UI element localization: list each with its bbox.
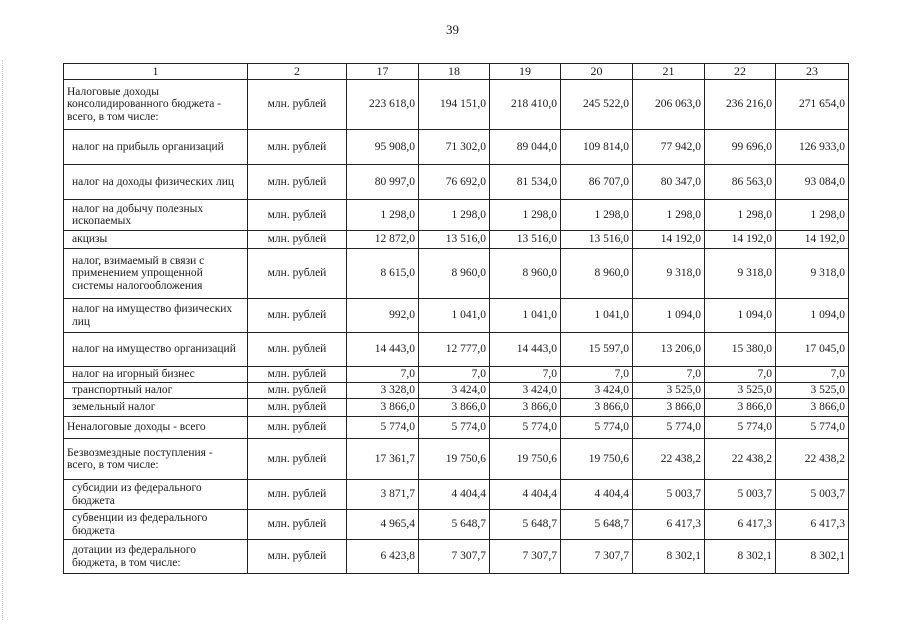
value-cell: 218 410,0	[490, 80, 561, 130]
value-cell: 4 404,4	[490, 480, 561, 510]
value-cell: 992,0	[347, 299, 419, 333]
row-label: налог на имущество физических лиц	[64, 299, 248, 333]
value-cell: 1 094,0	[705, 299, 776, 333]
value-cell: 5 774,0	[419, 417, 490, 439]
value-cell: 1 094,0	[633, 299, 705, 333]
value-cell: 86 707,0	[561, 165, 633, 200]
header-cell: 19	[490, 64, 561, 80]
value-cell: 5 774,0	[347, 417, 419, 439]
row-label: налог на игорный бизнес	[64, 367, 248, 383]
value-cell: 80 347,0	[633, 165, 705, 200]
header-cell: 23	[776, 64, 849, 80]
value-cell: 19 750,6	[561, 439, 633, 480]
value-cell: 3 871,7	[347, 480, 419, 510]
unit-cell: млн. рублей	[248, 439, 347, 480]
value-cell: 19 750,6	[490, 439, 561, 480]
value-cell: 1 298,0	[633, 200, 705, 231]
value-cell: 13 206,0	[633, 333, 705, 367]
value-cell: 1 041,0	[419, 299, 490, 333]
unit-cell: млн. рублей	[248, 249, 347, 299]
value-cell: 14 443,0	[347, 333, 419, 367]
table-row	[64, 383, 849, 399]
row-label: налог, взимаемый в связи с применением упрощенной системы налогообложения	[64, 249, 248, 299]
value-cell: 6 417,3	[776, 510, 849, 540]
value-cell: 15 380,0	[705, 333, 776, 367]
value-cell: 1 041,0	[490, 299, 561, 333]
row-label: Налоговые доходы консолидированного бюджета - всего, в том числе:	[64, 80, 248, 130]
value-cell: 4 965,4	[347, 510, 419, 540]
value-cell: 3 424,0	[419, 383, 490, 399]
value-cell: 1 298,0	[705, 200, 776, 231]
value-cell: 13 516,0	[561, 231, 633, 249]
table-row	[64, 417, 849, 439]
unit-cell: млн. рублей	[248, 399, 347, 417]
value-cell: 271 654,0	[776, 80, 849, 130]
page-number: 39	[446, 22, 459, 37]
value-cell: 5 648,7	[490, 510, 561, 540]
value-cell: 236 216,0	[705, 80, 776, 130]
value-cell: 22 438,2	[705, 439, 776, 480]
table-row	[64, 399, 849, 417]
header-cell: 17	[347, 64, 419, 80]
table-row	[64, 130, 849, 165]
value-cell: 3 424,0	[561, 383, 633, 399]
value-cell: 3 866,0	[419, 399, 490, 417]
value-cell: 126 933,0	[776, 130, 849, 165]
value-cell: 12 872,0	[347, 231, 419, 249]
value-cell: 3 525,0	[705, 383, 776, 399]
value-cell: 3 525,0	[776, 383, 849, 399]
table-row	[64, 231, 849, 249]
value-cell: 9 318,0	[705, 249, 776, 299]
value-cell: 7,0	[633, 367, 705, 383]
value-cell: 13 516,0	[419, 231, 490, 249]
unit-cell: млн. рублей	[248, 333, 347, 367]
value-cell: 8 960,0	[490, 249, 561, 299]
value-cell: 3 525,0	[633, 383, 705, 399]
table-row	[64, 165, 849, 200]
row-label: акцизы	[64, 231, 248, 249]
value-cell: 13 516,0	[490, 231, 561, 249]
header-cell: 18	[419, 64, 490, 80]
value-cell: 5 003,7	[705, 480, 776, 510]
value-cell: 5 774,0	[776, 417, 849, 439]
value-cell: 95 908,0	[347, 130, 419, 165]
value-cell: 80 997,0	[347, 165, 419, 200]
value-cell: 99 696,0	[705, 130, 776, 165]
value-cell: 3 866,0	[561, 399, 633, 417]
value-cell: 7,0	[561, 367, 633, 383]
value-cell: 8 960,0	[561, 249, 633, 299]
header-cell: 22	[705, 64, 776, 80]
value-cell: 9 318,0	[633, 249, 705, 299]
value-cell: 14 443,0	[490, 333, 561, 367]
value-cell: 1 298,0	[347, 200, 419, 231]
unit-cell: млн. рублей	[248, 130, 347, 165]
value-cell: 3 328,0	[347, 383, 419, 399]
table-row	[64, 333, 849, 367]
value-cell: 15 597,0	[561, 333, 633, 367]
value-cell: 81 534,0	[490, 165, 561, 200]
value-cell: 22 438,2	[776, 439, 849, 480]
value-cell: 5 774,0	[490, 417, 561, 439]
value-cell: 9 318,0	[776, 249, 849, 299]
unit-cell: млн. рублей	[248, 510, 347, 540]
value-cell: 7,0	[705, 367, 776, 383]
table-row	[64, 540, 849, 574]
value-cell: 3 866,0	[490, 399, 561, 417]
value-cell: 8 960,0	[419, 249, 490, 299]
value-cell: 1 298,0	[561, 200, 633, 231]
table-row	[64, 367, 849, 383]
table-body	[64, 80, 849, 574]
unit-cell: млн. рублей	[248, 200, 347, 231]
value-cell: 19 750,6	[419, 439, 490, 480]
row-label: Безвозмездные поступления - всего, в том числе:	[64, 439, 248, 480]
value-cell: 5 003,7	[776, 480, 849, 510]
header-cell: 2	[248, 64, 347, 80]
table-row	[64, 510, 849, 540]
unit-cell: млн. рублей	[248, 367, 347, 383]
value-cell: 7,0	[490, 367, 561, 383]
value-cell: 109 814,0	[561, 130, 633, 165]
value-cell: 7,0	[776, 367, 849, 383]
row-label: субвенции из федерального бюджета	[64, 510, 248, 540]
row-label: налог на добычу полезных ископаемых	[64, 200, 248, 231]
value-cell: 8 615,0	[347, 249, 419, 299]
value-cell: 1 094,0	[776, 299, 849, 333]
value-cell: 8 302,1	[705, 540, 776, 574]
value-cell: 5 648,7	[419, 510, 490, 540]
value-cell: 5 774,0	[561, 417, 633, 439]
value-cell: 5 003,7	[633, 480, 705, 510]
value-cell: 89 044,0	[490, 130, 561, 165]
table-row	[64, 80, 849, 130]
row-label: дотации из федерального бюджета, в том числе:	[64, 540, 248, 574]
scan-margin-line	[2, 60, 4, 620]
row-label: транспортный налог	[64, 383, 248, 399]
unit-cell: млн. рублей	[248, 299, 347, 333]
value-cell: 3 866,0	[633, 399, 705, 417]
value-cell: 17 045,0	[776, 333, 849, 367]
row-label: налог на прибыль организаций	[64, 130, 248, 165]
row-label: налог на доходы физических лиц	[64, 165, 248, 200]
unit-cell: млн. рублей	[248, 540, 347, 574]
value-cell: 7,0	[419, 367, 490, 383]
value-cell: 8 302,1	[776, 540, 849, 574]
value-cell: 3 424,0	[490, 383, 561, 399]
value-cell: 77 942,0	[633, 130, 705, 165]
table-row	[64, 200, 849, 231]
unit-cell: млн. рублей	[248, 383, 347, 399]
row-label: субсидии из федерального бюджета	[64, 480, 248, 510]
value-cell: 12 777,0	[419, 333, 490, 367]
unit-cell: млн. рублей	[248, 80, 347, 130]
value-cell: 14 192,0	[633, 231, 705, 249]
header-cell: 20	[561, 64, 633, 80]
value-cell: 1 298,0	[776, 200, 849, 231]
budget-revenue-table	[63, 63, 849, 574]
value-cell: 7 307,7	[419, 540, 490, 574]
header-row	[64, 64, 849, 80]
value-cell: 14 192,0	[705, 231, 776, 249]
value-cell: 7 307,7	[561, 540, 633, 574]
unit-cell: млн. рублей	[248, 165, 347, 200]
value-cell: 7,0	[347, 367, 419, 383]
unit-cell: млн. рублей	[248, 417, 347, 439]
value-cell: 5 648,7	[561, 510, 633, 540]
table-row	[64, 439, 849, 480]
row-label: земельный налог	[64, 399, 248, 417]
value-cell: 7 307,7	[490, 540, 561, 574]
value-cell: 17 361,7	[347, 439, 419, 480]
value-cell: 4 404,4	[419, 480, 490, 510]
value-cell: 86 563,0	[705, 165, 776, 200]
value-cell: 14 192,0	[776, 231, 849, 249]
table-row	[64, 480, 849, 510]
value-cell: 5 774,0	[705, 417, 776, 439]
value-cell: 3 866,0	[776, 399, 849, 417]
value-cell: 223 618,0	[347, 80, 419, 130]
header-cell: 21	[633, 64, 705, 80]
value-cell: 4 404,4	[561, 480, 633, 510]
row-label: Неналоговые доходы - всего	[64, 417, 248, 439]
value-cell: 1 298,0	[419, 200, 490, 231]
value-cell: 3 866,0	[705, 399, 776, 417]
unit-cell: млн. рублей	[248, 231, 347, 249]
value-cell: 6 423,8	[347, 540, 419, 574]
value-cell: 194 151,0	[419, 80, 490, 130]
value-cell: 93 084,0	[776, 165, 849, 200]
value-cell: 206 063,0	[633, 80, 705, 130]
value-cell: 6 417,3	[633, 510, 705, 540]
value-cell: 1 298,0	[490, 200, 561, 231]
unit-cell: млн. рублей	[248, 480, 347, 510]
value-cell: 6 417,3	[705, 510, 776, 540]
table-row	[64, 249, 849, 299]
row-label: налог на имущество организаций	[64, 333, 248, 367]
value-cell: 245 522,0	[561, 80, 633, 130]
value-cell: 22 438,2	[633, 439, 705, 480]
value-cell: 76 692,0	[419, 165, 490, 200]
header-cell: 1	[64, 64, 248, 80]
value-cell: 5 774,0	[633, 417, 705, 439]
value-cell: 3 866,0	[347, 399, 419, 417]
value-cell: 1 041,0	[561, 299, 633, 333]
table-row	[64, 299, 849, 333]
value-cell: 71 302,0	[419, 130, 490, 165]
value-cell: 8 302,1	[633, 540, 705, 574]
